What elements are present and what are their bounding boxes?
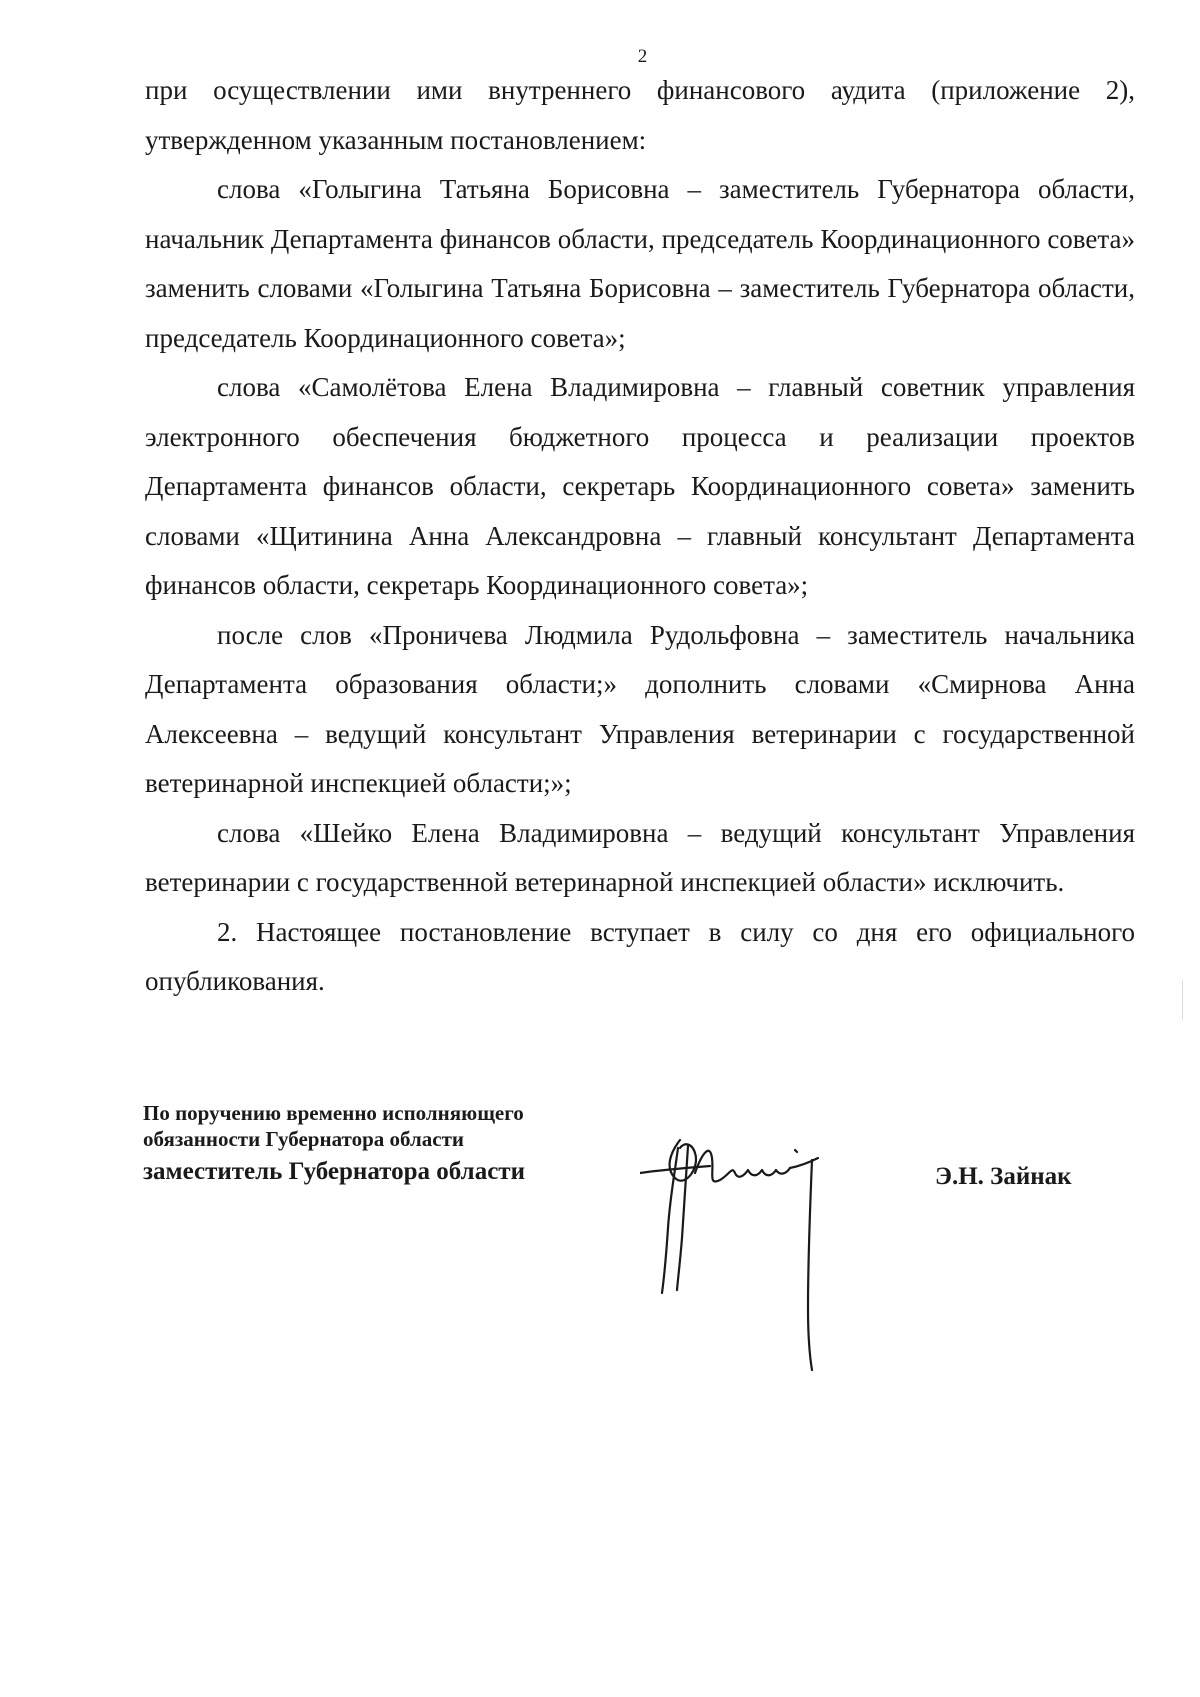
signer-position: заместитель Губернатора области [143, 1158, 525, 1185]
handwritten-signature [640, 1118, 870, 1388]
paragraph: слова «Самолётова Елена Владимировна – главный советник управления электронного обеспечения бюджетного процесса и реализации проектов Департамента финансов области, секретарь Координационного совета» заменить словами «Щитинина Анна Александровна – главный консультант Департамента финансов области, секретарь Координационного совета»; [145, 372, 1135, 600]
page-number: 2 [637, 46, 648, 67]
signer-authority-line: По поручению временно исполняющего [143, 1101, 524, 1125]
signer-authority-line: обязанности Губернатора области [143, 1127, 464, 1151]
signer-name: Э.Н. Зайнак [935, 1163, 1072, 1190]
document-body [145, 66, 1135, 1007]
paragraph: слова «Шейко Елена Владимировна – ведущий консультант Управления ветеринарии с государственной ветеринарной инспекцией области» исключить. [145, 817, 1135, 897]
paragraph: слова «Голыгина Татьяна Борисовна – заместитель Губернатора области, начальник Департамента финансов области, председатель Координационного совета» заменить словами «Голыгина Татьяна Борисовна – заместитель Губернатора области, председатель Координационного совета»; [145, 174, 1135, 353]
paragraph: при осуществлении ими внутреннего финансового аудита (приложение 2), утвержденном указанным постановлением: [145, 75, 1135, 155]
scan-artifact [1182, 980, 1183, 1020]
paragraph: после слов «Проничева Людмила Рудольфовна – заместитель начальника Департамента образования области;» дополнить словами «Смирнова Анна Алексеевна – ведущий консультант Управления ветеринарии с государственной ветеринарной инспекцией области;»; [145, 619, 1135, 798]
paragraph: 2. Настоящее постановление вступает в силу со дня его официального опубликования. [145, 916, 1135, 996]
signature-block [143, 1100, 703, 1190]
